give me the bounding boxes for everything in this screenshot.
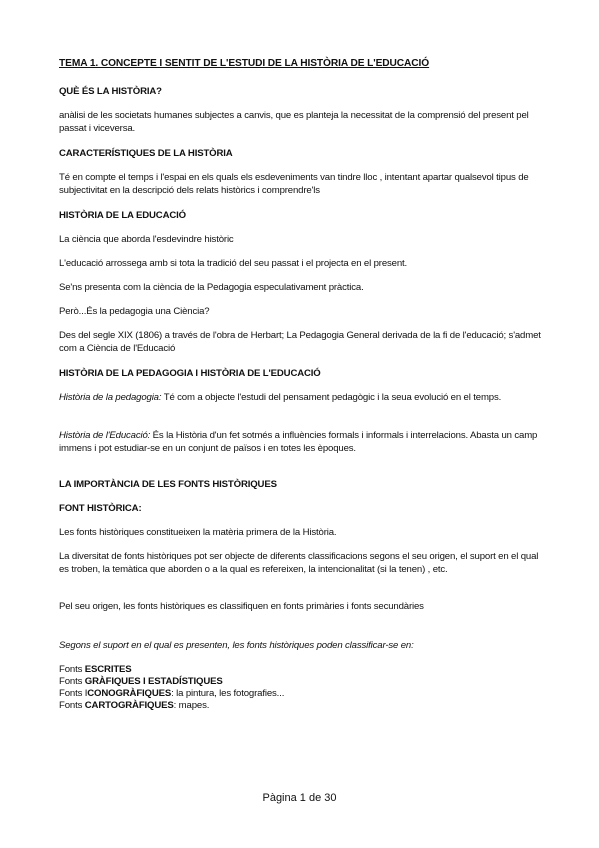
page-footer: Pàgina 1 de 30 <box>262 792 337 804</box>
list-item-prefix: Fonts <box>59 676 85 687</box>
list-item-prefix: Fonts I <box>59 688 88 699</box>
paragraph-que-es: anàlisi de les societats humanes subjectes a canvis, que es planteja la necessitat de la comprensió del present pel passat i viceversa. <box>59 110 529 134</box>
list-item-bold: CONOGRÀFIQUES <box>87 688 172 699</box>
list-item-prefix: Fonts <box>59 700 85 711</box>
paragraph-suport: Segons el suport en el qual es presenten, les fonts històriques poden classificar-se en: <box>59 640 414 651</box>
hp1-text: Té com a objecte l'estudi del pensament pedagògic i la seua evolució en el temps. <box>161 392 502 403</box>
paragraph-caracteristiques: Té en compte el temps i l'espai en els quals els esdeveniments van tindre lloc , intentant apartar qualsevol tipus de subjectivitat en la descripció dels relats històrics i comprendre'ls <box>59 172 529 196</box>
list-item-prefix: Fonts <box>59 664 85 675</box>
hp1-label: Història de la pedagogia: <box>59 392 162 403</box>
heading-que-es: QUÈ ÉS LA HISTÒRIA? <box>59 86 162 97</box>
paragraph-he1: La ciència que aborda l'esdevindre històric <box>59 234 234 245</box>
list-item-suffix: : mapes. <box>173 700 210 711</box>
list-item-bold: ESCRITES <box>84 664 132 675</box>
hp2-label: Història de l'Educació: <box>59 430 151 441</box>
heading-historia-pedagogia: HISTÒRIA DE LA PEDAGOGIA I HISTÒRIA DE L'EDUCACIÓ <box>59 368 321 379</box>
paragraph-f2: La diversitat de fonts històriques pot ser objecte de diferents classificacions segons el seu origen, el suport en el qual es troben, la temàtica que aborden o a la qual es refereixen, la intencionalitat (si la tenen) , etc. <box>59 551 539 575</box>
heading-font-historica: FONT HISTÒRICA: <box>59 503 142 514</box>
list-item-bold: GRÀFIQUES I ESTADÍSTIQUES <box>84 676 223 687</box>
list-item-bold: CARTOGRÀFIQUES <box>84 700 174 711</box>
paragraph-f3: Pel seu origen, les fonts històriques es classifiquen en fonts primàries i fonts secundàries <box>59 601 424 612</box>
list-item-suffix: : la pintura, les fotografies... <box>171 688 285 699</box>
heading-importancia-fonts: LA IMPORTÀNCIA DE LES FONTS HISTÒRIQUES <box>59 479 277 490</box>
paragraph-he2: L'educació arrossega amb si tota la tradició del seu passat i el projecta en el present. <box>59 258 408 269</box>
heading-caracteristiques: CARACTERÍSTIQUES DE LA HISTÒRIA <box>59 148 233 159</box>
list-item <box>59 664 543 677</box>
hp2-text: És la Història d'un fet sotmés a influències formals i informals i interrelacions. Abasta un camp immens i pot estudiar-se en un conjunt de països i en totes les èpoques. <box>59 430 538 454</box>
document-title: TEMA 1. CONCEPTE I SENTIT DE L'ESTUDI DE LA HISTÒRIA DE L'EDUCACIÓ <box>59 58 430 69</box>
paragraph-f1: Les fonts històriques constitueixen la matèria primera de la Història. <box>59 527 337 538</box>
list-item <box>59 688 543 701</box>
paragraph-he3: Se'ns presenta com la ciència de la Pedagogia especulativament pràctica. <box>59 282 364 293</box>
heading-historia-educacio: HISTÒRIA DE LA EDUCACIÓ <box>59 210 186 221</box>
paragraph-he5: Des del segle XIX (1806) a través de l'obra de Herbart; La Pedagogia General derivada de la fi de l'educació; s'admet com a Ciència de l'Educació <box>59 330 541 354</box>
paragraph-he4: Però...És la pedagogia una Ciència? <box>59 306 210 317</box>
list-item <box>59 700 543 713</box>
paragraph-hp1 <box>59 392 543 405</box>
paragraph-hp2 <box>59 430 543 455</box>
list-item <box>59 676 543 689</box>
